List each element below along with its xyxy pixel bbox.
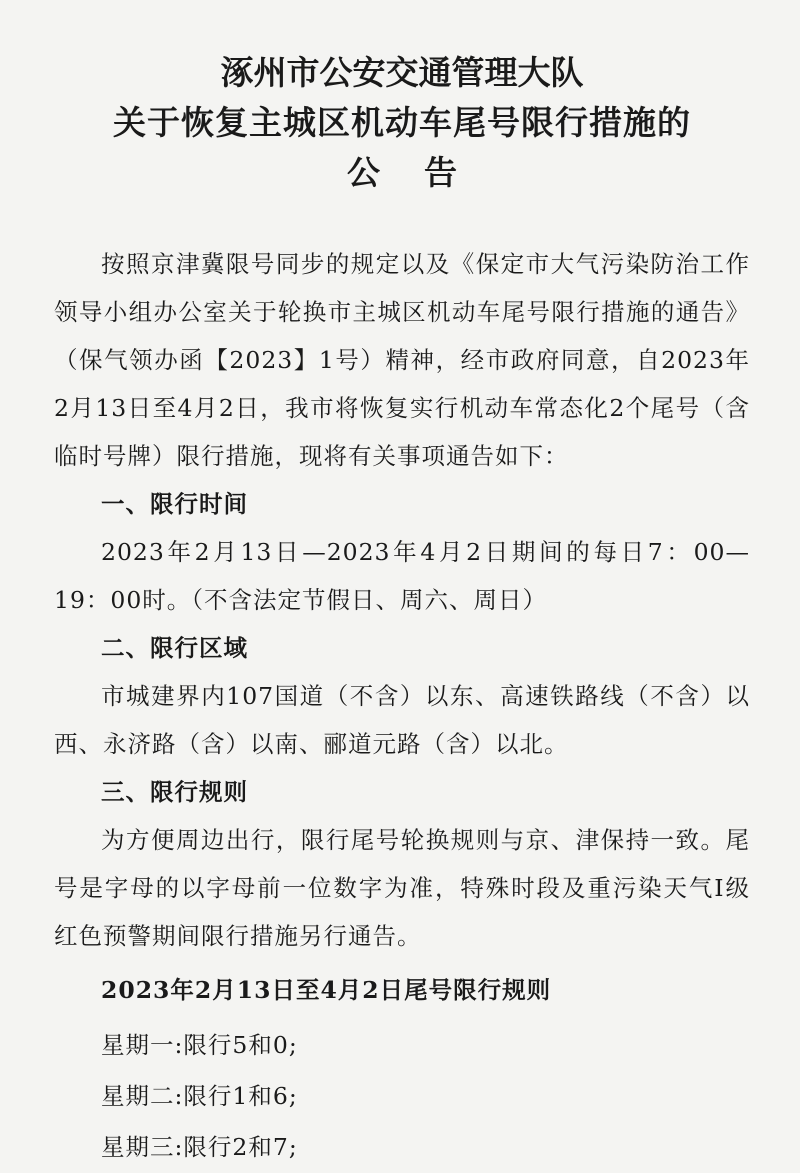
schedule-heading: 2023年2月13日至4月2日尾号限行规则: [101, 976, 552, 1004]
schedule-monday: 星期一:限行5和0;: [101, 1031, 298, 1059]
notice-body: [54, 240, 750, 1173]
section-area-text: 市城建界内107国道（不含）以东、高速铁路线（不含）以西、永济路（含）以南、郦道元路（含）以北。: [54, 682, 750, 758]
section-rules-heading: 三、限行规则: [101, 778, 248, 806]
title-notice: 公告: [347, 153, 501, 192]
title-issuer: 涿州市公安交通管理大队: [220, 53, 584, 92]
section-area-heading: 二、限行区域: [101, 634, 248, 662]
schedule-wednesday: 星期三:限行2和7;: [101, 1133, 298, 1161]
schedule-tuesday: 星期二:限行1和6;: [101, 1082, 298, 1110]
section-rules-text: 为方便周边出行，限行尾号轮换规则与京、津保持一致。尾号是字母的以字母前一位数字为准，特殊时段及重污染天气Ⅰ级红色预警期间限行措施另行通告。: [54, 826, 750, 950]
intro-paragraph: 按照京津冀限号同步的规定以及《保定市大气污染防治工作领导小组办公室关于轮换市主城区机动车尾号限行措施的通告》（保气领办函【2023】1号）精神，经市政府同意，自2023年2月13日至4月2日，我市将恢复实行机动车常态化2个尾号（含临时号牌）限行措施，现将有关事项通告如下：: [54, 250, 750, 470]
notice-title: [54, 48, 750, 198]
section-time-text: 2023年2月13日—2023年4月2日期间的每日7：00—19：00时。（不含法定节假日、周六、周日）: [54, 538, 750, 614]
title-subject: 关于恢复主城区机动车尾号限行措施的: [113, 103, 691, 142]
section-time-heading: 一、限行时间: [101, 490, 248, 518]
schedule-list: [54, 1020, 750, 1173]
